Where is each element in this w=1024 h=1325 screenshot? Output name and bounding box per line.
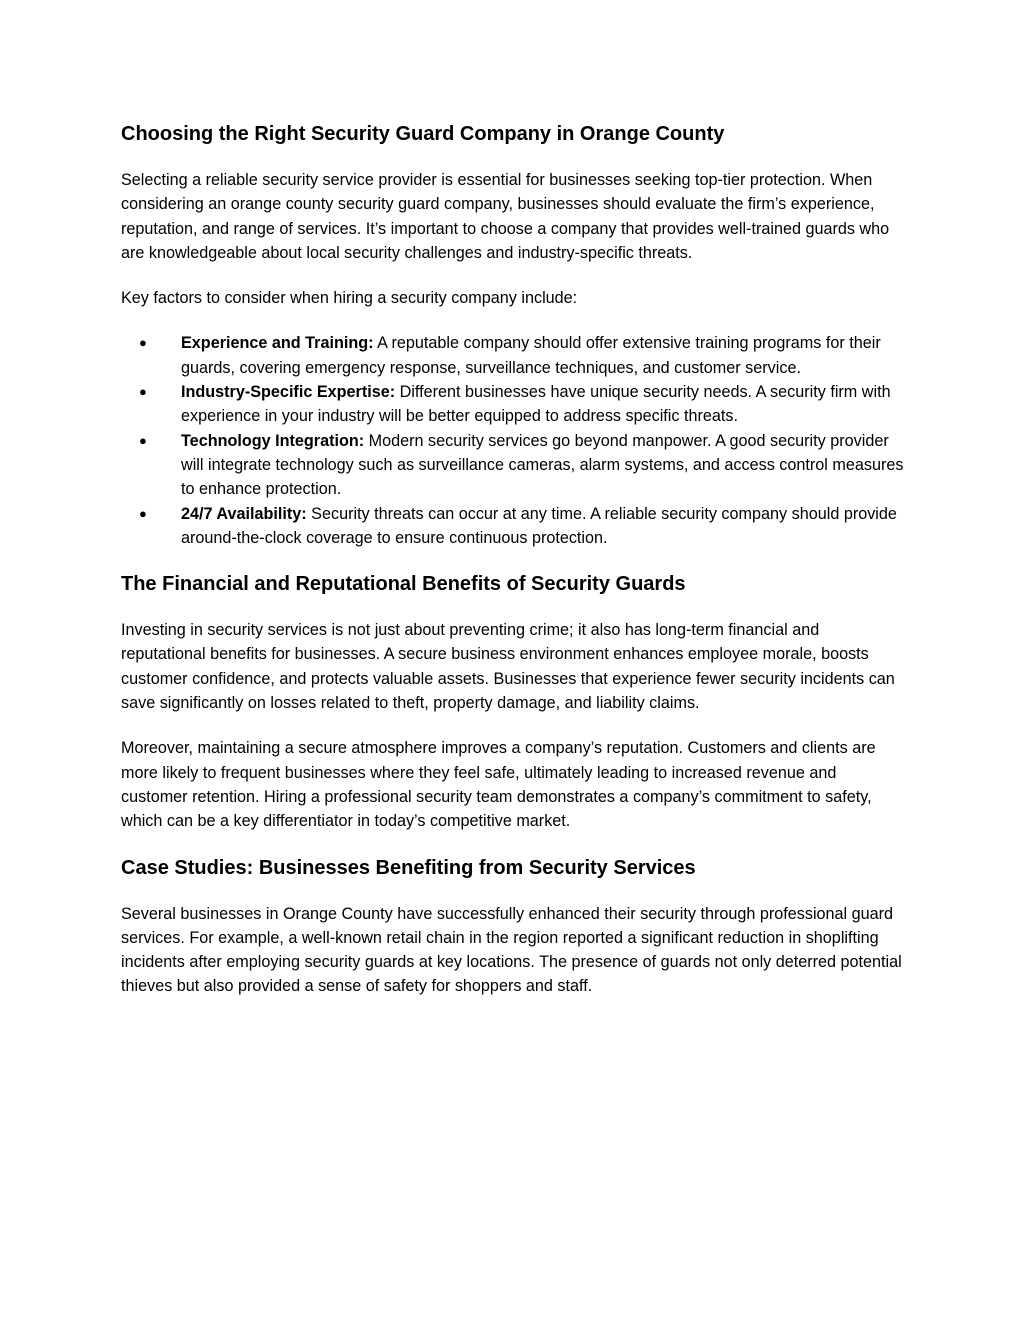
section-heading-choosing-company: Choosing the Right Security Guard Company in Orange County bbox=[121, 123, 725, 145]
list-item-technology-integration bbox=[121, 429, 904, 502]
financial-benefits-paragraph: Investing in security services is not just about preventing crime; it also has long-term financial and reputational benefits for businesses. A secure business environment enhances employee morale, boosts customer confidence, and protects valuable assets. Businesses that experience fewer security incidents can save significantly on losses related to theft, property damage, and liability claims. bbox=[121, 621, 895, 713]
list-item-term: Technology Integration: bbox=[181, 431, 365, 450]
list-item-term: Experience and Training: bbox=[181, 334, 374, 353]
bullet-icon: ● bbox=[139, 432, 147, 448]
list-item-experience-training bbox=[121, 331, 904, 380]
intro-paragraph: Selecting a reliable security service provider is essential for businesses seeking top-tier protection. When considering an orange county security guard company, businesses should evaluate the firm’s experience, reputation, and range of services. It’s important to choose a company that provides well-trained guards who are knowledgeable about local security challenges and industry-specific threats. bbox=[121, 171, 890, 262]
key-factors-list bbox=[121, 331, 904, 550]
list-item-text: Modern security services go beyond manpower. A good security provider will integrate technology such as surveillance cameras, alarm systems, and access control measures to enhance protection. bbox=[181, 431, 904, 499]
key-factors-intro: Key factors to consider when hiring a security company include: bbox=[121, 289, 578, 308]
list-item-text: A reputable company should offer extensive training programs for their guards, covering emergency response, surveillance techniques, and customer service. bbox=[181, 334, 881, 377]
bullet-icon: ● bbox=[139, 384, 147, 400]
list-item-text: Different businesses have unique security needs. A security firm with experience in your industry will be better equipped to address specific threats. bbox=[181, 383, 891, 426]
list-item-text: Security threats can occur at any time. A reliable security company should provide around-the-clock coverage to ensure continuous protection. bbox=[181, 504, 897, 547]
bullet-icon: ● bbox=[139, 335, 147, 351]
list-item-term: Industry-Specific Expertise: bbox=[181, 383, 396, 402]
bullet-icon: ● bbox=[139, 505, 147, 521]
section-heading-case-studies: Case Studies: Businesses Benefiting from Security Services bbox=[121, 856, 696, 879]
list-item-availability bbox=[121, 502, 904, 551]
list-item-industry-expertise bbox=[121, 380, 904, 429]
section-heading-financial-benefits: The Financial and Reputational Benefits of Security Guards bbox=[121, 573, 686, 596]
list-item-term: 24/7 Availability: bbox=[181, 504, 307, 523]
reputation-paragraph: Moreover, maintaining a secure atmosphere improves a company’s reputation. Customers and clients are more likely to frequent businesses where they feel safe, ultimately leading to increased revenue and customer retention. Hiring a professional security team demonstrates a company’s commitment to safety, which can be a key differentiator in today’s competitive market. bbox=[121, 739, 876, 831]
case-studies-paragraph: Several businesses in Orange County have successfully enhanced their security through professional guard services. For example, a well-known retail chain in the region reported a significant reduction in shoplifting incidents after employing security guards at key locations. The presence of guards not only deterred potential thieves but also provided a sense of safety for shoppers and staff. bbox=[121, 904, 902, 996]
